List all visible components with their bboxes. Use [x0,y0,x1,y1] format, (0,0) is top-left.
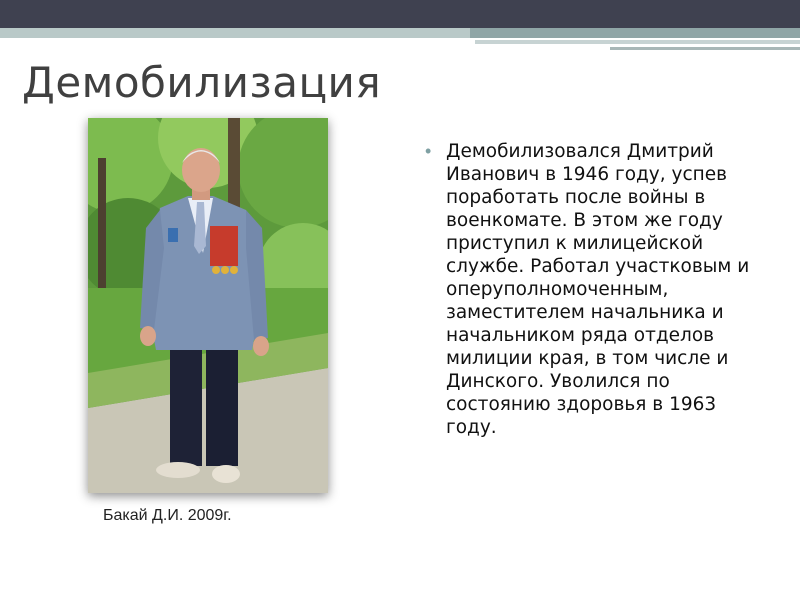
slide-title: Демобилизация [22,58,382,107]
header-accent-line-short [610,47,800,50]
header-band-dark [0,0,800,28]
body-paragraph: Демобилизовался Дмитрий Иванович в 1946 году, успев поработать после войны в военкомате. В этом же году приступил к милицейской службе. Работал участковым и оперуполномоченным, заместителем начальника и начальником ряда отделов милиции края, в том числе и Динского. Уволился по состоянию здоровья в 1963 году. [446,141,750,438]
body-text-block [425,140,750,439]
portrait-photo [88,118,328,493]
photo-caption: Бакай Д.И. 2009г. [103,507,232,524]
portrait-illustration [88,118,328,493]
bullet-icon: • [425,141,432,161]
header-accent-line [475,40,800,44]
header-band-teal-deep [470,28,800,38]
